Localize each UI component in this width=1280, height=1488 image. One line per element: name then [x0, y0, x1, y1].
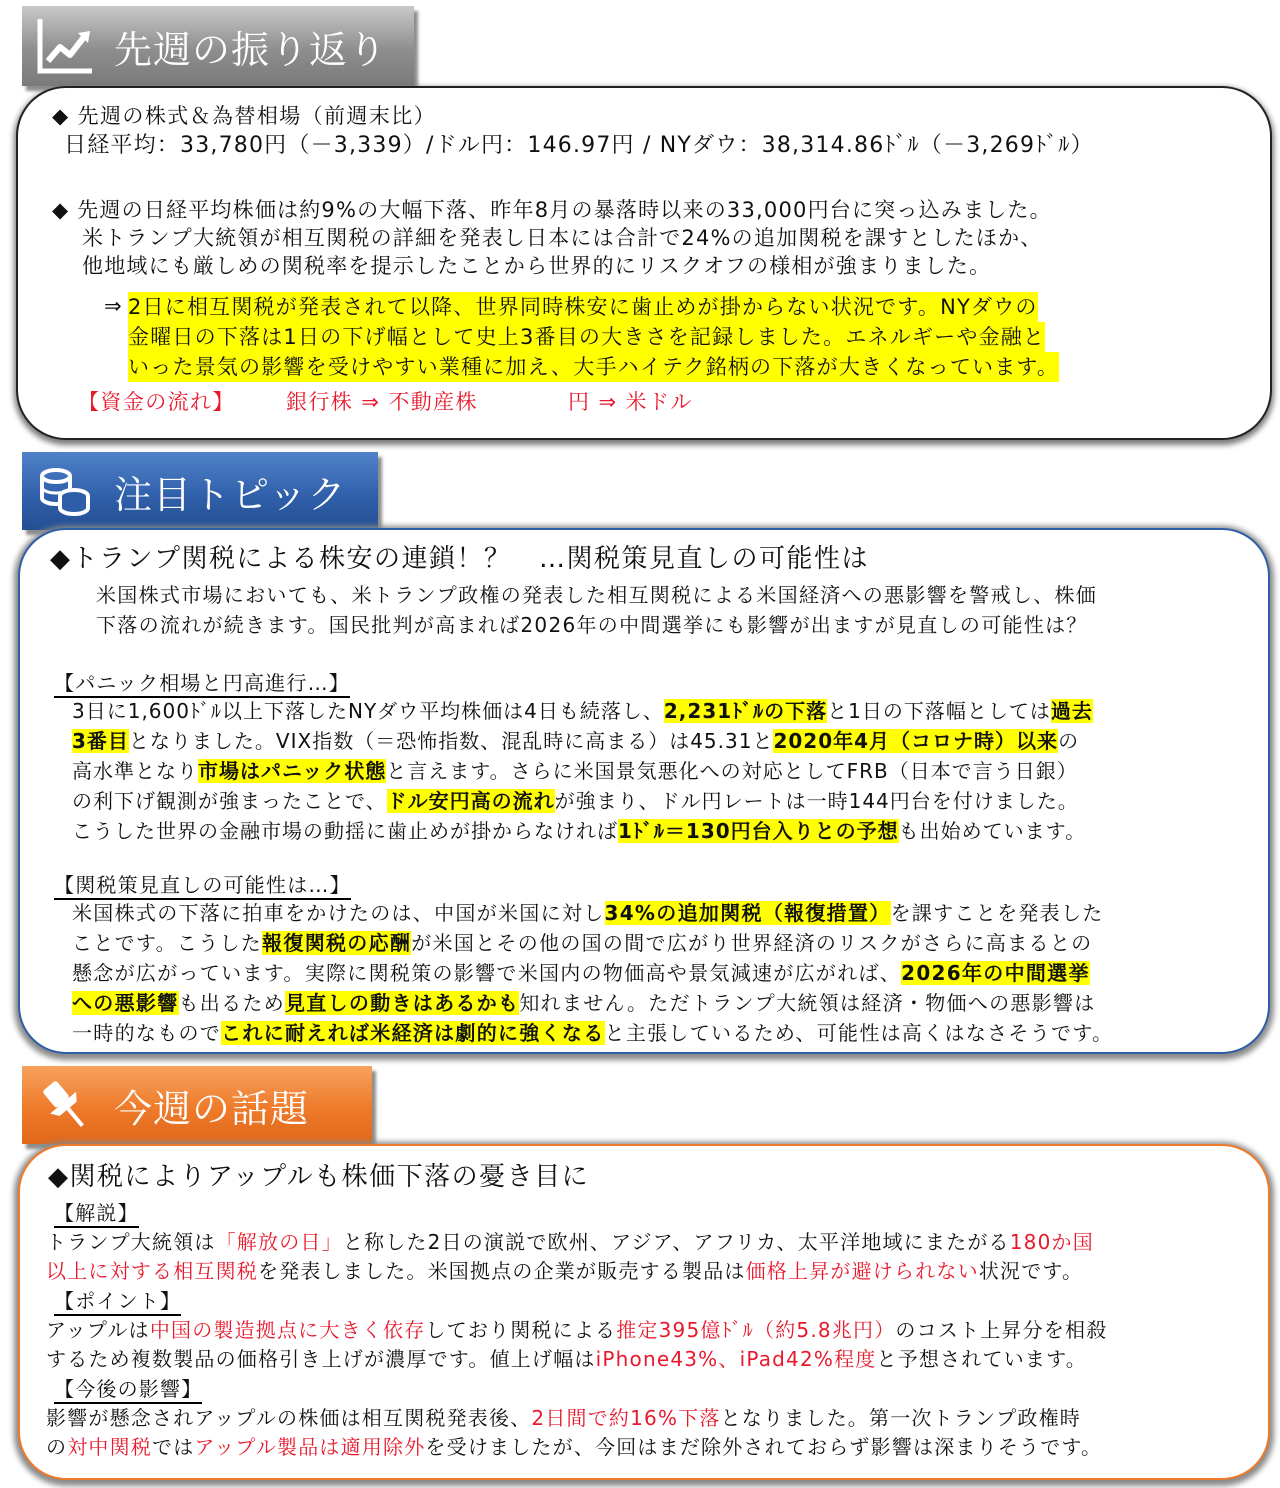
review-possibility-subheading: 【関税策見直しの可能性は…】	[54, 872, 351, 900]
emphasis: 以上に対する相互関税	[46, 1259, 258, 1283]
highlight: 過去	[1050, 699, 1093, 723]
pushpin-icon	[30, 1070, 100, 1140]
emphasis: 対中関税	[67, 1435, 153, 1459]
highlight: 市場はパニック状態	[198, 759, 387, 783]
emphasis: iPhone43%、iPad42%程度	[595, 1347, 877, 1371]
highlight: 2020年4月（コロナ時）以来	[773, 729, 1059, 753]
coins-icon	[30, 456, 100, 526]
intro-line: 下落の流れが続きます。国民批判が高まれば2026年の中間選挙にも影響が出ますが見直しの可能性は？	[96, 613, 1088, 637]
topic-heading: ◆トランプ関税による株安の連鎖！？ …関税策見直しの可能性は	[50, 544, 869, 574]
news-section-title: 今週の話題	[114, 1086, 310, 1131]
market-heading: ◆ 先週の株式＆為替相場（前週末比）	[52, 104, 437, 128]
emphasis: 「解放の日」	[215, 1230, 343, 1254]
highlight: これに耐えれば米経済は劇的に強くなる	[221, 1021, 605, 1045]
emphasis: 中国の製造拠点に大きく依存	[149, 1318, 426, 1342]
news-heading: ◆関税によりアップルも株価下落の憂き目に	[48, 1162, 590, 1192]
highlight: への悪影響	[72, 991, 179, 1015]
panic-subheading: 【パニック相場と円高進行…】	[54, 670, 350, 698]
fund-flow-currency: 円 ⇒ 米ドル	[568, 390, 693, 414]
highlight: ドル安円高の流れ	[386, 789, 555, 813]
intro-line: 米国株式市場においても、米トランプ政権の発表した相互関税による米国経済への悪影響を警戒し、株価	[96, 583, 1098, 607]
highlight-line: 2日に相互関税が発表されて以降、世界同時株安に歯止めが掛からない状況です。NYダウの	[128, 292, 1038, 322]
topic-section-header	[22, 452, 378, 530]
fund-flow-label: 【資金の流れ】	[78, 390, 235, 414]
point-subheading: 【ポイント】	[54, 1288, 181, 1316]
point-body: アップルは中国の製造拠点に大きく依存しており関税による推定395億ﾄﾞﾙ（約5.8兆円）のコスト上昇分を相殺 するため複数製品の価格引き上げが濃厚です。値上げ幅はiPhone43%、iPad42%程度と予想されています。	[46, 1318, 1108, 1371]
chart-trend-icon	[30, 11, 100, 81]
highlight: 3番目	[72, 729, 129, 753]
market-values: 日経平均：33,780円（－3,339）/ドル円：146.97円 / NYダウ：38,314.86ﾄﾞﾙ（－3,269ﾄﾞﾙ）	[64, 133, 1094, 158]
review-panel	[18, 88, 1270, 438]
summary-line: ◆ 先週の日経平均株価は約9%の大幅下落、昨年8月の暴落時以来の33,000円台に突っ込みました。	[52, 198, 1052, 222]
summary-line: 他地域にも厳しめの関税率を提示したことから世界的にリスクオフの様相が強まりました。	[82, 254, 992, 278]
emphasis: 2日間で約16%下落	[531, 1406, 721, 1430]
impact-subheading: 【今後の影響】	[54, 1376, 202, 1404]
highlight: 報復関税の応酬	[262, 931, 412, 955]
topic-intro	[96, 580, 1097, 640]
review-possibility-body: 米国株式の下落に拍車をかけたのは、中国が米国に対し34%の追加関税（報復措置）を課すことを発表した ことです。こうした報復関税の応酬が米国とその他の国の間で広がり世界経済のリスクがさらに高まるとの 懸念が広がっています。実際に関税策の影響で米国内の物価高や景気減速が広がれば、2026年の中間選挙 への悪影響も出るため見直しの動きはあるかも知れません。ただトランプ大統領は経済・物価への悪影響は 一時的なものでこれに耐えれば米経済は劇的に強くなると主張しているため、可能性は高くはなさそうです。	[72, 901, 1114, 1045]
fund-flow-stocks: 銀行株 ⇒ 不動産株	[286, 390, 478, 414]
emphasis: 価格上昇が避けられない	[745, 1259, 979, 1283]
review-highlight	[128, 292, 1059, 382]
topic-section-title: 注目トピック	[114, 472, 347, 517]
explanation-subheading: 【解説】	[54, 1200, 139, 1228]
news-section-header	[22, 1066, 372, 1144]
news-panel	[18, 1144, 1270, 1480]
impact-body: 影響が懸念されアップルの株価は相互関税発表後、2日間で約16%下落となりました。第一次トランプ政権時 の対中関税ではアップル製品は適用除外を受けましたが、今回はまだ除外されておらず影響は深まりそうです。	[46, 1406, 1103, 1459]
highlight: 2026年の中間選挙	[901, 961, 1090, 985]
review-section-title: 先週の振り返り	[114, 27, 388, 72]
panic-body: 3日に1,600ﾄﾞﾙ以上下落したNYダウ平均株価は4日も続落し、2,231ﾄﾞﾙの下落と1日の下落幅としては過去 3番目となりました。VIX指数（＝恐怖指数、混乱時に高まる）は45.31と2020年4月（コロナ時）以来の 高水準となり市場はパニック状態と言えます。さらに米国景気悪化への対応としてFRB（日本で言う日銀） の利下げ観測が強まったことで、ドル安円高の流れが強まり、ドル円レートは一時144円台を付けました。 こうした世界の金融市場の動揺に歯止めが掛からなければ1ﾄﾞﾙ＝130円台入りとの予想も出始めています。	[72, 699, 1093, 843]
highlight: 1ﾄﾞﾙ＝130円台入りとの予想	[618, 819, 899, 843]
highlight: 34%の追加関税（報復措置）	[604, 901, 891, 925]
summary-line: 米トランプ大統領が相互関税の詳細を発表し日本には合計で24%の追加関税を課すとしたほか、	[82, 226, 1043, 250]
emphasis: アップル製品は適用除外	[194, 1435, 426, 1459]
highlight-line: 金曜日の下落は1日の下げ幅として史上3番目の大きさを記録しました。エネルギーや金融と	[128, 322, 1045, 352]
emphasis: 推定395億ﾄﾞﾙ（約5.8兆円）	[616, 1318, 896, 1342]
highlight: 見直しの動きはあるかも	[285, 991, 520, 1015]
highlight: 2,231ﾄﾞﾙの下落	[663, 699, 828, 723]
highlight-line: いった景気の影響を受けやすい業種に加え、大手ハイテク銘柄の下落が大きくなっています。	[128, 352, 1059, 382]
explanation-body: トランプ大統領は「解放の日」と称した2日の演説で欧州、アジア、アフリカ、太平洋地域にまたがる180か国 以上に対する相互関税を発表しました。米国拠点の企業が販売する製品は価格上昇が避けられない状況です。	[46, 1230, 1094, 1283]
topic-panel	[18, 528, 1270, 1054]
emphasis: 180か国	[1009, 1230, 1094, 1254]
review-arrow: ⇒	[104, 294, 123, 318]
review-summary	[52, 196, 1052, 280]
review-section-header	[22, 6, 414, 86]
